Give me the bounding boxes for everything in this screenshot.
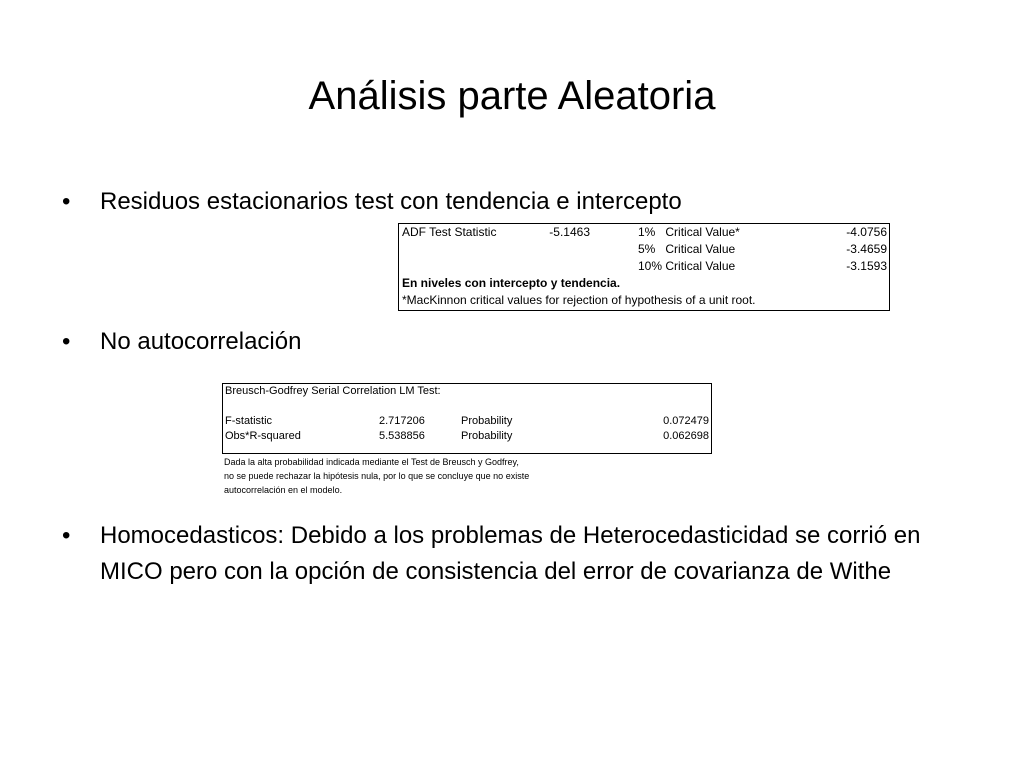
bg-note-line: autocorrelación en el modelo. (224, 485, 343, 495)
adf-level-note: En niveles con intercepto y tendencia. (402, 276, 621, 290)
bg-note-line: no se puede rechazar la hipótesis nula, por lo que se concluye que no existe (224, 471, 530, 481)
bg-spacer-row (223, 399, 711, 414)
adf-statistic-label: ADF Test Statistic (402, 225, 497, 239)
adf-test-table (398, 223, 890, 311)
adf-critical-label (638, 258, 735, 275)
bullet-homoscedastic (62, 518, 972, 590)
adf-footnote: *MacKinnon critical values for rejection of hypothesis of a unit root. (402, 293, 756, 307)
bullet-text: Homocedasticos: Debido a los problemas de Heterocedasticidad se corrió en MICO pero con la opción de consistencia del error de covarianza de Withe (100, 522, 921, 585)
adf-row (399, 241, 889, 258)
adf-cv-label: Critical Value (665, 242, 736, 256)
breusch-godfrey-table (222, 383, 712, 454)
adf-row (399, 292, 889, 309)
adf-row (399, 224, 889, 241)
adf-critical-value: -3.4659 (846, 242, 887, 256)
adf-critical-value: -3.1593 (846, 259, 887, 273)
bg-label: Obs*R-squared (225, 430, 301, 442)
bg-label: F-statistic (225, 415, 273, 427)
bg-prob-label: Probability (461, 415, 513, 427)
adf-level: 5% (638, 242, 656, 256)
bullet-text: Residuos estacionarios test con tendencia e intercepto (100, 188, 682, 215)
adf-cv-label: Critical Value* (665, 225, 740, 239)
bg-value: 2.717206 (379, 415, 425, 427)
adf-cv-label: Critical Value (665, 259, 736, 273)
bg-prob: 0.062698 (663, 430, 709, 442)
bullet-marker: • (62, 522, 71, 549)
adf-row (399, 258, 889, 275)
adf-critical-value: -4.0756 (846, 225, 887, 239)
bg-header-row (223, 384, 711, 399)
bullet-text: No autocorrelación (100, 328, 302, 355)
bg-header: Breusch-Godfrey Serial Correlation LM Test: (225, 385, 441, 397)
slide-title: Análisis parte Aleatoria (308, 74, 716, 118)
bg-row (223, 414, 711, 429)
adf-row (399, 275, 889, 292)
bullet-marker: • (62, 328, 71, 355)
bg-row (223, 429, 711, 444)
adf-critical-label (638, 224, 740, 241)
bullet-marker: • (62, 188, 71, 215)
bg-value: 5.538856 (379, 430, 425, 442)
bg-prob: 0.072479 (663, 415, 709, 427)
bg-note-line: Dada la alta probabilidad indicada mediante el Test de Breusch y Godfrey, (224, 457, 519, 467)
bullet-no-autocorrelation (62, 324, 301, 360)
adf-level: 1% (638, 225, 656, 239)
adf-statistic-value: -5.1463 (549, 225, 590, 239)
adf-level: 10% (638, 259, 663, 273)
adf-critical-label (638, 241, 735, 258)
bullet-stationary-residuals (62, 184, 682, 220)
bg-prob-label: Probability (461, 430, 513, 442)
